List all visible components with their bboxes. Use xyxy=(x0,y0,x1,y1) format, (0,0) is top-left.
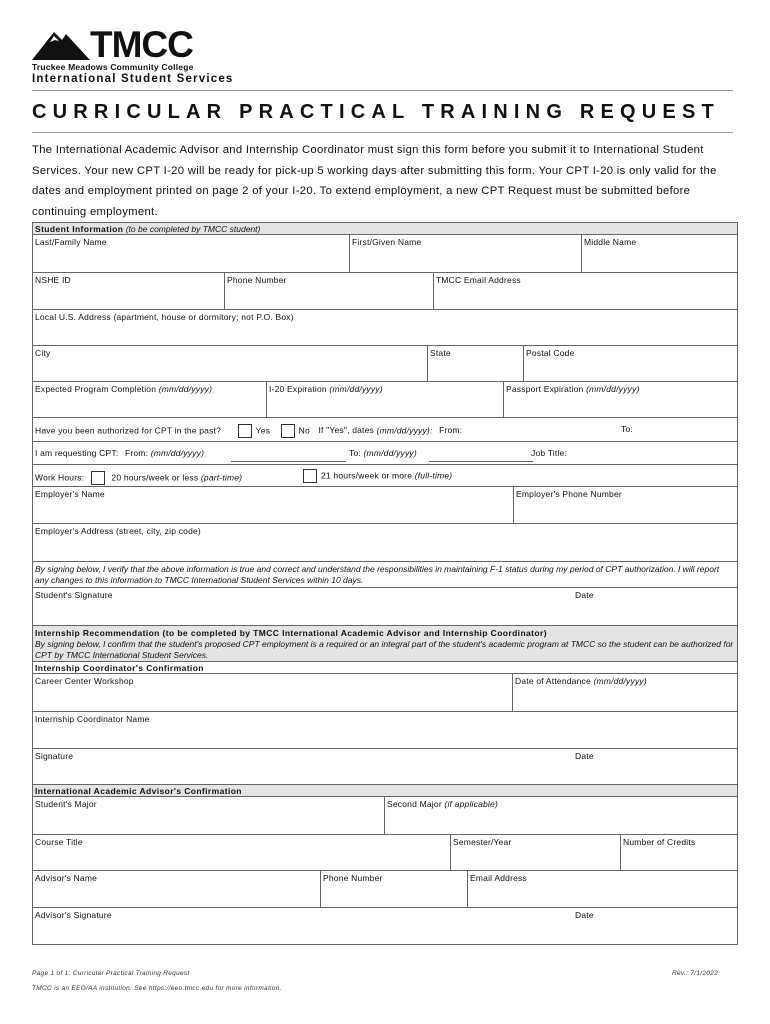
career-workshop-field[interactable]: Career Center Workshop xyxy=(35,676,134,686)
workshop-row xyxy=(33,674,737,712)
divider xyxy=(32,132,733,133)
request-to-line[interactable] xyxy=(429,461,533,462)
advisor-contact-row xyxy=(33,871,737,908)
full-time-checkbox[interactable] xyxy=(303,469,317,483)
student-signature-field[interactable]: Student's Signature xyxy=(35,590,113,600)
cpt-request-row: I am requesting CPT: From: (mm/dd/yyyy) To: (mm/dd/yyyy) Job Title: xyxy=(33,442,737,465)
page-title: CURRICULAR PRACTICAL TRAINING REQUEST xyxy=(32,101,720,123)
student-signature-row xyxy=(33,588,737,626)
coordinator-name-row xyxy=(33,712,737,749)
state-field[interactable]: State xyxy=(427,346,523,381)
request-from-line[interactable] xyxy=(231,461,346,462)
revision-date: Rev.: 7/1/2022 xyxy=(672,970,718,977)
page-footer: Page 1 of 1: Curricular Practical Training Request xyxy=(32,970,190,977)
advisor-name-field[interactable]: Advisor's Name xyxy=(35,873,98,883)
coordinator-name-field[interactable]: Internship Coordinator Name xyxy=(35,714,150,724)
cpt-past-row: Have you been authorized for CPT in the past? Yes No If "Yes", dates (mm/dd/yyyy): From: To: xyxy=(33,418,737,442)
credits-field[interactable]: Number of Credits xyxy=(620,835,737,870)
tmcc-email-field[interactable]: TMCC Email Address xyxy=(433,273,737,309)
mountain-logo-icon xyxy=(32,26,92,62)
address-row xyxy=(33,310,737,346)
i20-expiration-field[interactable]: I-20 Expiration (mm/dd/yyyy) xyxy=(266,382,503,417)
first-name-field[interactable]: First/Given Name xyxy=(349,235,581,272)
employer-address-field[interactable]: Employer's Address (street, city, zip code) xyxy=(35,526,201,536)
intro-paragraph: The International Academic Advisor and Internship Coordinator must sign this form before you submit it to International Student Services. Your new CPT I-20 will be ready for pick-up 5 working days after submitting this form. Your CPT I-20 is only valid for the dates and employment printed on page 2 of your I-20. To extend employment, a new CPT Request must be submitted before continuing employment. xyxy=(32,144,717,218)
employer-name-field[interactable]: Employer's Name xyxy=(35,489,105,499)
student-section-header: Student Information (to be completed by TMCC student) xyxy=(33,223,737,235)
city-field[interactable]: City xyxy=(35,348,51,358)
eeo-statement: TMCC is an EEO/AA institution. See https://eeo.tmcc.edu for more information. xyxy=(32,985,282,992)
program-completion-field[interactable]: Expected Program Completion (mm/dd/yyyy) xyxy=(35,384,213,394)
semester-field[interactable]: Semester/Year xyxy=(450,835,620,870)
course-title-field[interactable]: Course Title xyxy=(35,837,83,847)
second-major-field[interactable]: Second Major (if applicable) xyxy=(384,797,737,834)
department-name: International Student Services xyxy=(32,73,234,85)
id-row xyxy=(33,273,737,310)
no-checkbox[interactable] xyxy=(281,424,295,438)
cpt-form xyxy=(32,222,738,945)
work-hours-row: Work Hours: 20 hours/week or less (part-time) 21 hours/week or more (full-time) xyxy=(33,465,737,487)
divider xyxy=(32,90,733,91)
name-row xyxy=(33,235,737,273)
local-address-field[interactable]: Local U.S. Address (apartment, house or dormitory; not P.O. Box) xyxy=(35,312,294,322)
coordinator-date-field[interactable]: Date xyxy=(575,751,594,761)
logo-subtitle: Truckee Meadows Community College xyxy=(32,62,194,72)
verify-statement: By signing below, I verify that the above information is true and correct and understand the responsibilities in maintaining F-1 status during my period of CPT authorization. I will report any changes to this information to TMCC International Student Services within 10 days. xyxy=(33,562,737,588)
postal-code-field[interactable]: Postal Code xyxy=(523,346,737,381)
coordinator-header: Internship Coordinator's Confirmation xyxy=(33,662,737,674)
advisor-phone-field[interactable]: Phone Number xyxy=(320,871,467,907)
logo-text: TMCC xyxy=(90,24,193,65)
employer-row xyxy=(33,487,737,524)
major-row xyxy=(33,797,737,835)
yes-checkbox[interactable] xyxy=(238,424,252,438)
phone-field[interactable]: Phone Number xyxy=(224,273,433,309)
part-time-checkbox[interactable] xyxy=(91,471,105,485)
city-row xyxy=(33,346,737,382)
major-field[interactable]: Student's Major xyxy=(35,799,97,809)
passport-expiration-field[interactable]: Passport Expiration (mm/dd/yyyy) xyxy=(503,382,737,417)
student-date-field[interactable]: Date xyxy=(575,590,594,600)
coordinator-signature-field[interactable]: Signature xyxy=(35,751,74,761)
advisor-signature-row xyxy=(33,908,737,944)
advisor-email-field[interactable]: Email Address xyxy=(467,871,737,907)
employer-phone-field[interactable]: Employer's Phone Number xyxy=(513,487,737,523)
employer-address-row xyxy=(33,524,737,562)
nshe-id-field[interactable]: NSHE ID xyxy=(35,275,71,285)
last-name-field[interactable]: Last/Family Name xyxy=(35,237,107,247)
coordinator-signature-row xyxy=(33,749,737,785)
advisor-date-field[interactable]: Date xyxy=(575,910,594,920)
advisor-section-header: International Academic Advisor's Confirmation xyxy=(33,785,737,797)
course-row xyxy=(33,835,737,871)
middle-name-field[interactable]: Middle Name xyxy=(581,235,737,272)
attendance-date-field[interactable]: Date of Attendance (mm/dd/yyyy) xyxy=(512,674,737,711)
advisor-signature-field[interactable]: Advisor's Signature xyxy=(35,910,112,920)
dates-row xyxy=(33,382,737,418)
internship-section-header: Internship Recommendation (to be completed by TMCC International Academic Advisor and Internship Coordinator) By signing below, I confirm that the student's proposed CPT employment is a required or an integral part of the student's academic program at TMCC so the student can be authorized for CPT by TMCC International Student Services. xyxy=(33,626,737,662)
